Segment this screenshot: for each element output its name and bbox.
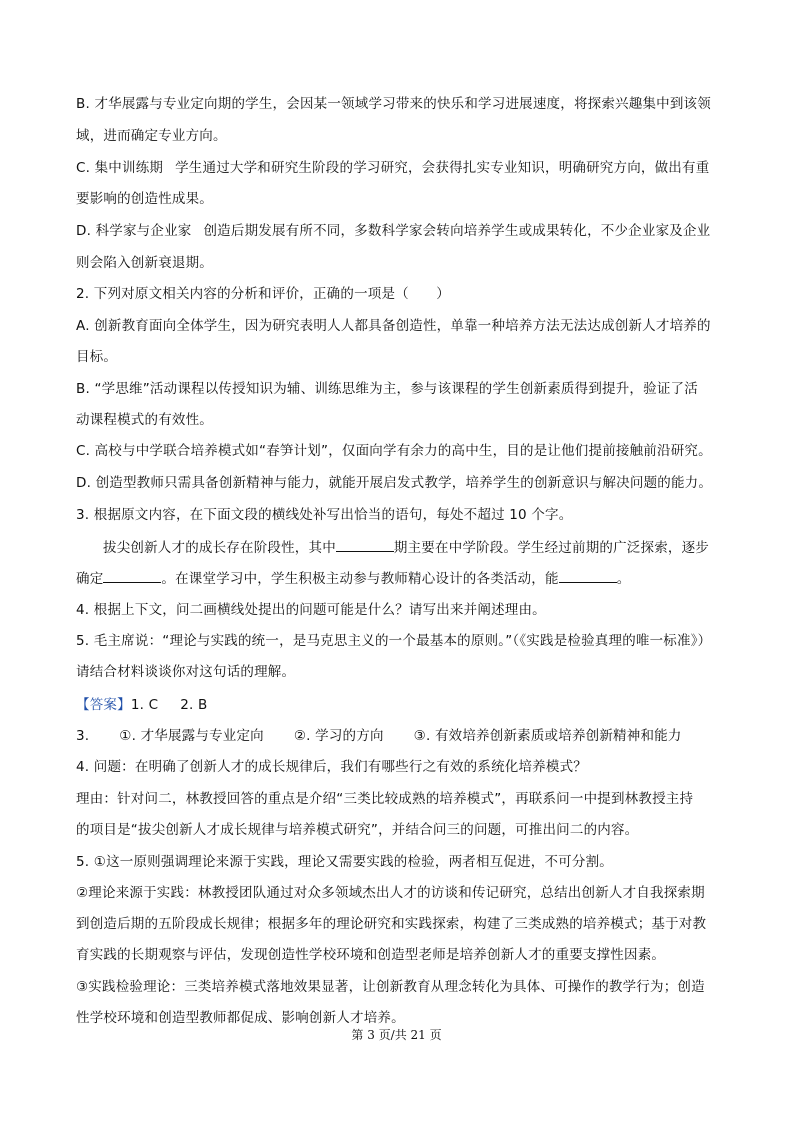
answer-5-line-3: 到创造后期的五阶段成长规律；根据多年的理论研究和实践探索，构建了三类成熟的培养模式；基于对教 xyxy=(76,916,707,932)
question-2: 2. 下列对原文相关内容的分析和评价，正确的一项是（ ） xyxy=(76,286,450,302)
answer-5-line-2: ②理论来源于实践：林教授团队通过对众多领域杰出人才的访谈和传记研究，总结出创新人才自我探索期 xyxy=(76,885,705,901)
question-5-line-2: 请结合材料谈谈你对这句话的理解。 xyxy=(76,664,296,680)
question-3: 3. 根据原文内容，在下面文段的横线处补写出恰当的语句，每处不超过 10 个字。 xyxy=(76,507,573,523)
fill-blank-3 xyxy=(559,569,617,583)
q2-option-d: D. 创造型教师只需具备创新精神与能力，就能开展启发式教学，培养学生的创新意识与解决问题的能力。 xyxy=(76,475,713,491)
q2-option-c: C. 高校与中学联合培养模式如“春笋计划”，仅面向学有余力的高中生，目的是让他们提前接触前沿研究。 xyxy=(76,443,712,459)
answer-tag: 【答案】 xyxy=(76,697,131,713)
option-d-line-1 xyxy=(76,222,726,240)
fill-blank-1 xyxy=(336,538,394,552)
option-d-text: 创造后期发展有所不同，多数科学家会转向培养学生或成果转化，不少企业家及企业 xyxy=(203,223,711,239)
option-d-line-2: 则会陷入创新衰退期。 xyxy=(76,255,213,271)
answer-5-line-5: ③实践检验理论：三类培养模式落地效果显著，让创新教育从理念转化为具体、可操作的教学行为；创造 xyxy=(76,979,705,995)
page-footer: 第 3 页/共 21 页 xyxy=(351,1028,442,1042)
answer-4-line-3: 的项目是“拔尖创新人才成长规律与培养模式研究”，并结合问三的问题，可推出问二的内容。 xyxy=(76,822,639,838)
option-c-text: 学生通过大学和研究生阶段的学习研究，会获得扎实专业知识，明确研究方向，做出有重 xyxy=(175,160,710,176)
option-c-term: C. 集中训练期 xyxy=(76,160,164,176)
answer-2: 2. B xyxy=(180,697,208,713)
q3-passage-line-2: 确定 。在课堂学习中，学生积极主动参与教师精心设计的各类活动，能 。 xyxy=(76,571,631,587)
answer-1: 1. C xyxy=(130,697,159,713)
q2-option-b-line-1: B. “学思维”活动课程以传授知识为辅、训练思维为主，参与该课程的学生创新素质得到提升，验证了活 xyxy=(76,381,698,397)
option-c-line-1 xyxy=(76,159,726,177)
q3-passage-line-1: 拔尖创新人才的成长存在阶段性，其中 期主要在中学阶段。学生经过前期的广泛探索，逐步 xyxy=(103,540,710,556)
option-d-term: D. 科学家与企业家 xyxy=(76,223,192,239)
question-5-line-1: 5. 毛主席说：“理论与实践的统一，是马克思主义的一个最基本的原则。”（《实践是检验真理的唯一标准》） xyxy=(76,633,712,649)
answer-4-line-2: 理由：针对问二，林教授回答的重点是介绍“三类比较成熟的培养模式”，再联系问一中提到林教授主持 xyxy=(76,791,694,807)
answer-header xyxy=(76,696,726,714)
question-4: 4. 根据上下文，问二画横线处提出的问题可能是什么？请写出来并阐述理由。 xyxy=(76,602,546,618)
q2-option-b-line-2: 动课程模式的有效性。 xyxy=(76,412,213,428)
answer-3: 3. ①. 才华展露与专业定向 ②. 学习的方向 ③. 有效培养创新素质或培养创新精神和能力 xyxy=(76,728,682,744)
q2-option-a-line-2: 目标。 xyxy=(76,349,118,365)
option-b-line-2: 域，进而确定专业方向。 xyxy=(76,128,227,144)
option-c-line-2: 要影响的创造性成果。 xyxy=(76,191,213,207)
answer-5-line-4: 育实践的长期观察与评估，发现创造性学校环境和创造型老师是培养创新人才的重要支撑性因素。 xyxy=(76,947,666,963)
q2-option-a-line-1: A. 创新教育面向全体学生，因为研究表明人人都具备创造性，单靠一种培养方法无法达成创新人才培养的 xyxy=(76,318,711,334)
answer-5-line-1: 5. ①这一原则强调理论来源于实践，理论又需要实践的检验，两者相互促进，不可分割。 xyxy=(76,854,613,870)
fill-blank-2 xyxy=(103,569,161,583)
answer-5-line-6: 性学校环境和创造型教师都促成、影响创新人才培养。 xyxy=(76,1010,405,1026)
answer-4-line-1: 4. 问题：在明确了创新人才的成长规律后，我们有哪些行之有效的系统化培养模式？ xyxy=(76,759,587,775)
option-b-line-1: B. 才华展露与专业定向期的学生，会因某一领域学习带来的快乐和学习进展速度，将探索兴趣集中到该领 xyxy=(76,96,711,112)
